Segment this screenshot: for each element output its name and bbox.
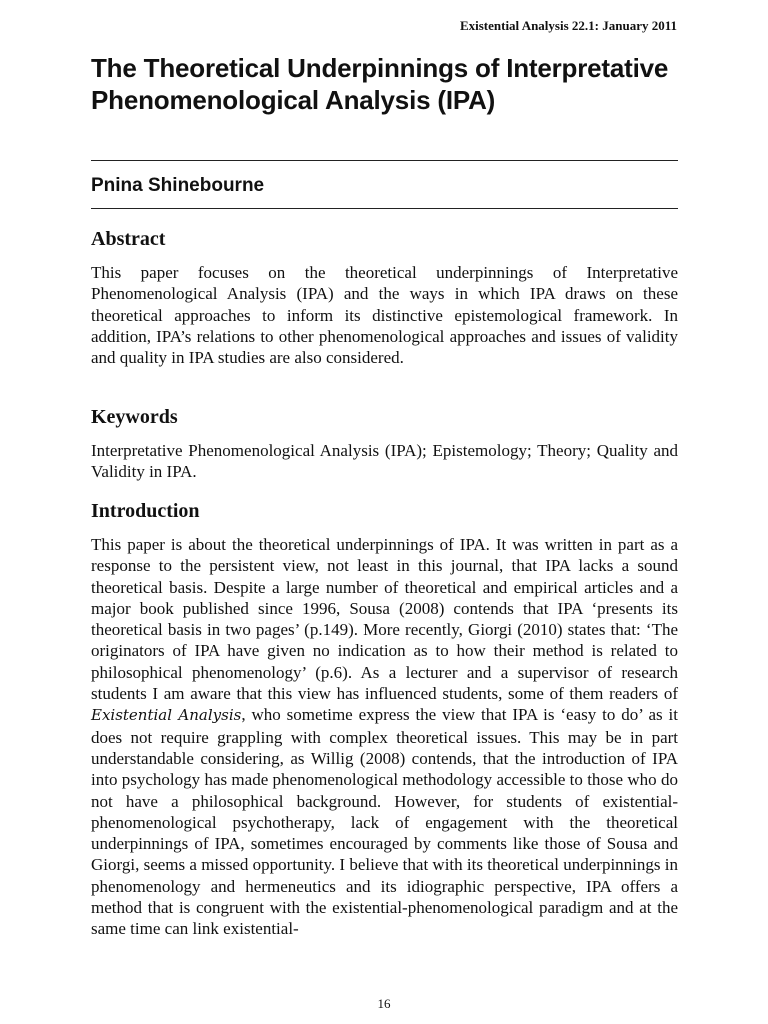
abstract-heading: Abstract bbox=[91, 228, 166, 250]
running-head: Existential Analysis 22.1: January 2011 bbox=[459, 18, 677, 33]
title-rule bbox=[91, 160, 678, 161]
abstract-text: This paper focuses on the theoretical underpinnings of Interpretative Phenomenological Analysis (IPA) and the ways in which IPA draws on these theoretical approaches to inform its distinctive epistemological framework. In addition, IPA’s relations to other phenomenological approaches and issues of validity and quality in IPA studies are also considered. bbox=[91, 263, 678, 368]
introduction-text bbox=[91, 534, 678, 940]
journal-name: Existential Analysis bbox=[91, 706, 242, 725]
keywords-heading: Keywords bbox=[91, 406, 178, 428]
article-title: The Theoretical Underpinnings of Interpretative Phenomenological Analysis (IPA) bbox=[91, 53, 669, 115]
intro-text-part-1: This paper is about the theoretical underpinnings of IPA. It was written in part as a response to the persistent view, not least in this journal, that IPA lacks a sound theoretical basis. Despite a large number of theoretical and empirical articles and a major book published since 1996, Sousa (2008) contends that IPA ‘presents its theoretical basis in two pages’ (p.149). More recently, Giorgi (2010) states that: ‘The originators of IPA have given no indication as to how their method is related to philosophical phenomenology’ (p.6). As a lecturer and a supervisor of research students I am aware that this view has influenced students, some of them readers of bbox=[91, 535, 678, 704]
author-name: Pnina Shinebourne bbox=[91, 175, 265, 196]
keywords-text: Interpretative Phenomenological Analysis (IPA); Epistemology; Theory; Quality and Validity in IPA. bbox=[91, 441, 678, 482]
introduction-heading: Introduction bbox=[91, 500, 200, 522]
intro-text-part-2: , who sometime express the view that IPA is ‘easy to do’ as it does not require grappling with complex theoretical issues. This may be in part understandable considering, as Willig (2008) contends, that the introduction of IPA into psychology has made phenomenological methodology accessible to those who do not have a philosophical background. However, for students of existential-phenomenological psychotherapy, lack of engagement with the theoretical underpinnings of IPA, sometimes encouraged by comments like those of Sousa and Giorgi, seems a missed opportunity. I believe that with its theoretical underpinnings in phenomenology and hermeneutics and its idiographic perspective, IPA offers a method that is congruent with the existential-phenomenological paradigm and at the same time can link existential- bbox=[91, 705, 678, 939]
author-rule bbox=[91, 208, 678, 209]
page-number: 16 bbox=[377, 996, 391, 1011]
